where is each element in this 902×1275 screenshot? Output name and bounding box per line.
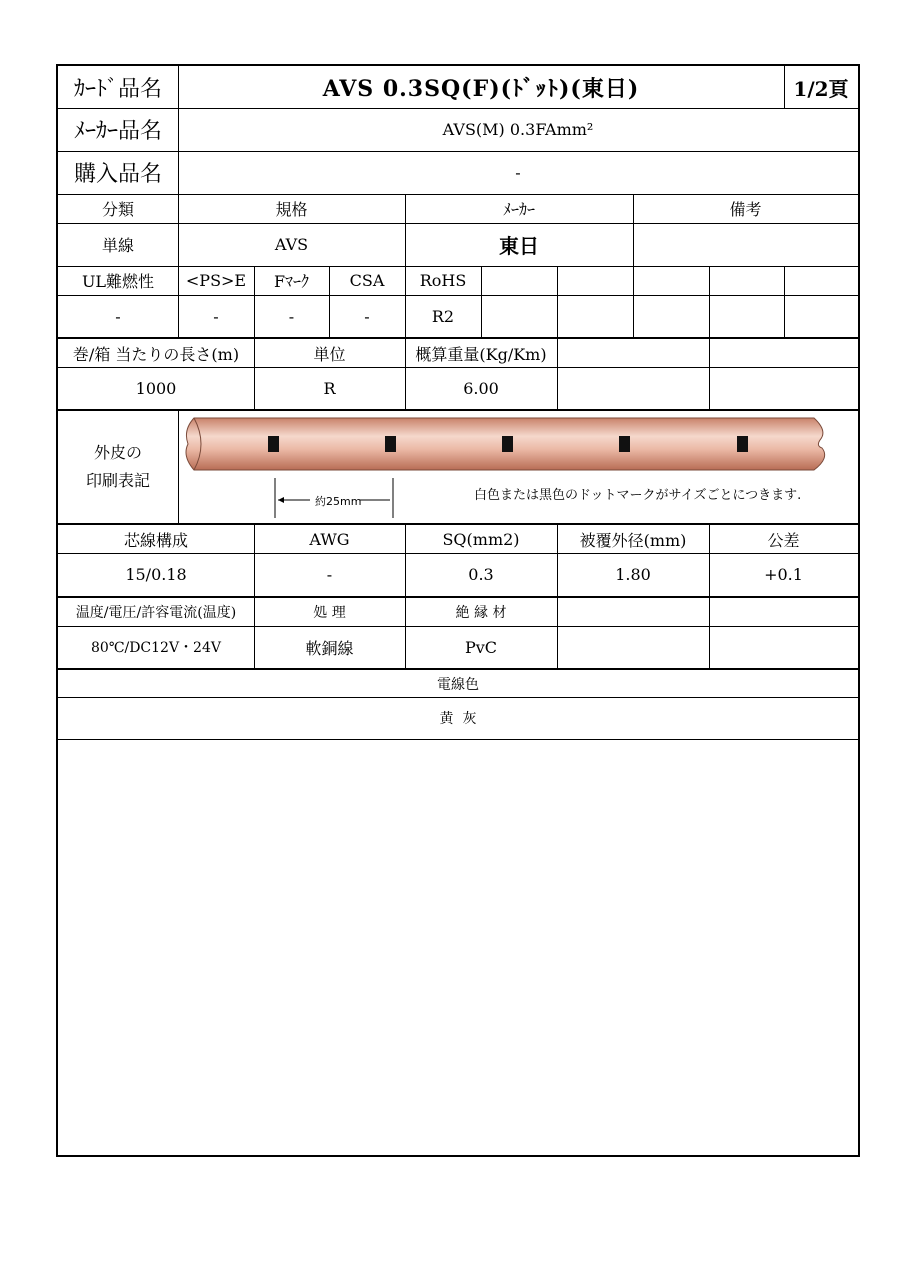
class-header-maker: ﾒｰｶｰ xyxy=(502,200,535,219)
pack-value-weight: 6.00 xyxy=(463,378,499,398)
notes-area xyxy=(58,740,858,1155)
purchase-name: - xyxy=(515,163,521,182)
cond-header-od: 被覆外径(mm) xyxy=(579,530,687,550)
dot-mark xyxy=(502,436,513,452)
print-label xyxy=(58,411,178,523)
rating-value-insulation: PvC xyxy=(464,637,498,657)
class-value-maker: 東日 xyxy=(499,234,539,258)
class-value-remarks xyxy=(633,223,858,266)
page-number: 1/2頁 xyxy=(793,76,849,101)
class-header-standard: 規格 xyxy=(275,200,308,219)
cond-header-tolerance: 公差 xyxy=(767,530,800,550)
pack-header-unit: 単位 xyxy=(313,344,346,364)
rating-header-process: 処 理 xyxy=(313,605,346,621)
pack-value-unit: R xyxy=(323,378,336,398)
purchase-name-label: 購入品名 xyxy=(73,162,162,187)
pack-value-length: 1000 xyxy=(135,378,177,398)
wire-illustration xyxy=(182,414,832,520)
cond-header-strand: 芯線構成 xyxy=(123,530,188,550)
dimension-label: 約25mm xyxy=(315,495,362,508)
cert-value-ul: - xyxy=(115,306,121,326)
dot-mark xyxy=(737,436,748,452)
bottom-border xyxy=(56,1155,860,1156)
cert-header-fmark: Fﾏｰｸ xyxy=(273,272,310,291)
cert-header-pse: <PS>E xyxy=(185,271,247,290)
class-header-remarks: 備考 xyxy=(729,200,762,219)
rating-value-temp: 80℃/DC12V・24V xyxy=(91,640,221,656)
dot-mark xyxy=(385,436,396,452)
cert-header-rohs: RoHS xyxy=(419,271,467,290)
cond-value-sq: 0.3 xyxy=(468,565,494,584)
card-name: AVS 0.3SQ(F)(ﾄﾞｯﾄ)(東日) xyxy=(322,75,640,102)
wire-color-header: 電線色 xyxy=(437,676,479,693)
cond-header-sq: SQ(mm2) xyxy=(442,529,520,549)
rating-value-process: 軟銅線 xyxy=(305,638,354,658)
cond-value-od: 1.80 xyxy=(615,565,651,584)
maker-name-label: ﾒｰｶｰ品名 xyxy=(73,119,162,144)
print-note: 白色または黒色のドットマークがサイズごとにつきます. xyxy=(474,488,802,503)
cert-value-csa: - xyxy=(364,306,370,326)
card-name-label: ｶｰﾄﾞ品名 xyxy=(73,76,162,102)
class-value-category: 単線 xyxy=(101,236,134,255)
dot-mark xyxy=(268,436,279,452)
print-label-line1: 外皮の xyxy=(93,443,142,462)
class-header-category: 分類 xyxy=(101,200,134,219)
class-value-standard: AVS xyxy=(274,235,309,254)
cert-header-ul: UL難燃性 xyxy=(81,272,155,291)
spec-sheet xyxy=(56,64,860,1157)
print-label-line2: 印刷表記 xyxy=(85,471,150,490)
rating-header-insulation: 絶 縁 材 xyxy=(455,605,507,621)
cond-header-awg: AWG xyxy=(309,529,350,549)
cert-value-rohs: R2 xyxy=(431,306,455,326)
cond-value-awg: - xyxy=(326,565,333,584)
pack-header-weight: 概算重量(Kg/Km) xyxy=(415,344,547,364)
cert-header-csa: CSA xyxy=(349,271,385,290)
cond-value-strand: 15/0.18 xyxy=(125,565,187,584)
dot-mark xyxy=(619,436,630,452)
maker-name: AVS(M) 0.3FAmm² xyxy=(442,120,594,139)
cert-value-fmark: - xyxy=(288,306,295,326)
cond-value-tolerance: +0.1 xyxy=(764,565,803,584)
rating-header-temp: 温度/電圧/許容電流(温度) xyxy=(75,605,237,621)
pack-header-length: 巻/箱 当たりの長さ(m) xyxy=(72,344,240,364)
wire-color-value: 黄 灰 xyxy=(439,711,477,727)
cert-value-pse: - xyxy=(213,306,219,326)
